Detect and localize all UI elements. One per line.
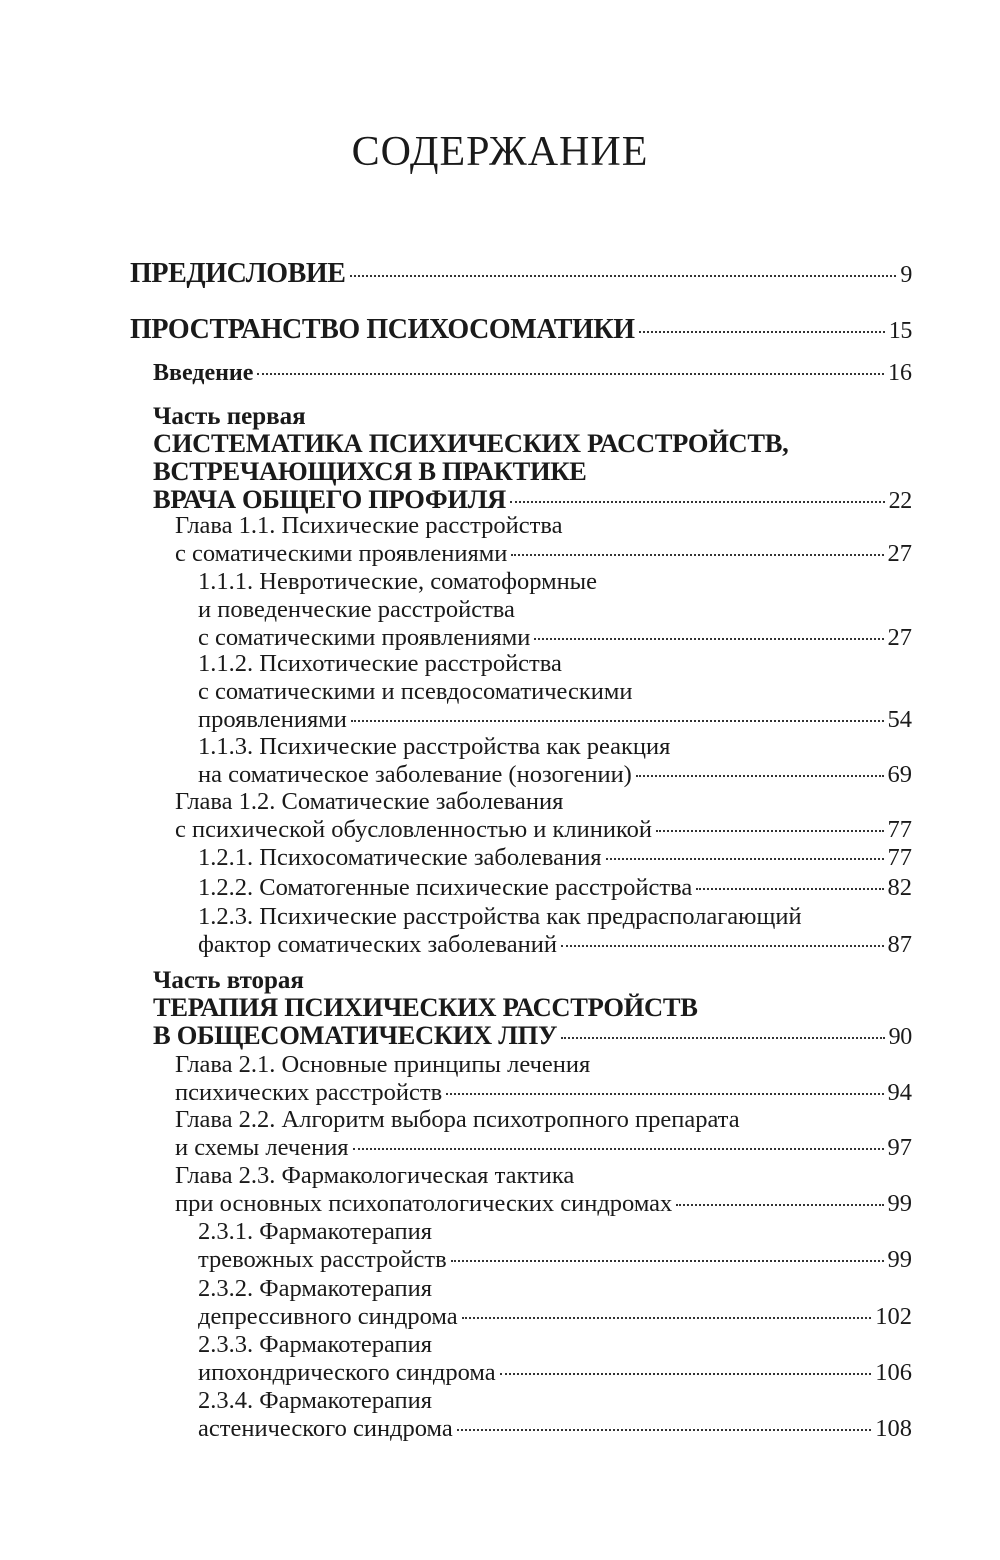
page-number: 27 [887, 540, 912, 567]
toc-entry-title: Введение [153, 360, 254, 386]
page-number: 94 [887, 1079, 912, 1106]
toc-entry-preface[interactable] [130, 258, 912, 290]
toc-entry-part-one[interactable] [153, 404, 912, 515]
page-number: 99 [887, 1190, 912, 1217]
page-number: 108 [875, 1415, 912, 1442]
toc-entry-section-2-3-2[interactable] [198, 1275, 912, 1331]
dot-leader [511, 554, 883, 556]
page-number: 102 [875, 1303, 912, 1330]
dot-leader [351, 720, 884, 722]
page-number: 69 [887, 761, 912, 788]
page-number: 15 [888, 318, 912, 344]
toc-entry-section-1-1-3[interactable] [198, 733, 912, 789]
entry-line: на соматическое заболевание (нозогении) [198, 761, 632, 788]
dot-leader [656, 830, 884, 832]
entry-line: и схемы лечения [175, 1134, 349, 1161]
entry-line: 2.3.1. Фармакотерапия [198, 1218, 433, 1245]
part-title-line: ВРАЧА ОБЩЕГО ПРОФИЛЯ [153, 484, 506, 514]
page-number: 97 [887, 1134, 912, 1161]
toc-entry-title: ПРОСТРАНСТВО ПСИХОСОМАТИКИ [130, 314, 635, 345]
entry-line: 2.3.2. Фармакотерапия [198, 1275, 433, 1302]
page-number: 82 [887, 874, 912, 901]
toc-entry-section-1-2-3[interactable] [198, 903, 912, 959]
toc-entry-chapter-2-3[interactable] [175, 1162, 912, 1218]
part-label: Часть первая [153, 403, 306, 430]
toc-entry-chapter-2-2[interactable] [175, 1106, 912, 1162]
dot-leader [534, 638, 883, 640]
toc-entry-section-2-3-1[interactable] [198, 1218, 912, 1274]
entry-line: с соматическими и псевдосоматическими [198, 678, 633, 705]
entry-line: с соматическими проявлениями [175, 540, 508, 567]
page-number: 99 [887, 1246, 912, 1273]
page-number: 27 [887, 624, 912, 651]
entry-line: депрессивного синдрома [198, 1303, 458, 1330]
entry-line: 2.3.3. Фармакотерапия [198, 1331, 433, 1358]
dot-leader [510, 501, 885, 503]
page-number: 54 [887, 706, 912, 733]
toc-entry-psychosomatics-space[interactable] [130, 314, 912, 346]
page-number: 77 [887, 816, 912, 843]
toc-entry-section-2-3-3[interactable] [198, 1331, 912, 1387]
entry-line: психических расстройств [175, 1079, 443, 1106]
toc-entry-chapter-2-1[interactable] [175, 1051, 912, 1107]
entry-line: 2.3.4. Фармакотерапия [198, 1387, 433, 1414]
toc-entry-part-two[interactable] [153, 968, 912, 1051]
entry-line: тревожных расстройств [198, 1246, 447, 1273]
dot-leader [676, 1204, 883, 1206]
entry-line: 1.1.3. Психические расстройства как реакция [198, 733, 671, 760]
entry-line: 1.2.1. Психосоматические заболевания [198, 844, 602, 871]
entry-line: 1.1.2. Психотические расстройства [198, 650, 562, 677]
entry-line: ипохондрического синдрома [198, 1359, 496, 1386]
toc-entry-section-1-2-1[interactable] [198, 844, 912, 872]
dot-leader [257, 373, 884, 375]
toc-entry-chapter-1-2[interactable] [175, 788, 912, 844]
toc-entry-title: ПРЕДИСЛОВИЕ [130, 258, 346, 289]
entry-line: с соматическими проявлениями [198, 624, 531, 651]
page-number: 90 [888, 1024, 912, 1050]
dot-leader [451, 1260, 884, 1262]
part-title-line: В ОБЩЕСОМАТИЧЕСКИХ ЛПУ [153, 1020, 558, 1050]
entry-line: и поведенческие расстройства [198, 596, 515, 623]
page-number: 9 [900, 262, 912, 288]
entry-line: 1.2.2. Соматогенные психические расстройства [198, 874, 693, 901]
dot-leader [446, 1093, 883, 1095]
entry-line: с психической обусловленностью и клиникой [175, 816, 652, 843]
dot-leader [606, 858, 884, 860]
dot-leader [462, 1317, 872, 1319]
dot-leader [639, 331, 885, 333]
page-number: 87 [887, 931, 912, 958]
entry-line: Глава 1.1. Психические расстройства [175, 512, 563, 539]
page-number: 22 [888, 488, 912, 514]
entry-line: при основных психопатологических синдромах [175, 1190, 673, 1217]
dot-leader [561, 945, 884, 947]
dot-leader [561, 1037, 884, 1039]
entry-line: 1.2.3. Психические расстройства как предрасполагающий [198, 903, 802, 930]
toc-entry-section-1-1-2[interactable] [198, 650, 912, 734]
entry-line: астенического синдрома [198, 1415, 453, 1442]
part-title-line: ТЕРАПИЯ ПСИХИЧЕСКИХ РАССТРОЙСТВ [153, 992, 698, 1022]
entry-line: Глава 1.2. Соматические заболевания [175, 788, 564, 815]
dot-leader [353, 1148, 884, 1150]
page-number: 106 [875, 1359, 912, 1386]
entry-line: 1.1.1. Невротические, соматоформные [198, 568, 598, 595]
toc-entry-section-1-2-2[interactable] [198, 874, 912, 902]
page-title: СОДЕРЖАНИЕ [351, 129, 649, 175]
toc-entry-section-2-3-4[interactable] [198, 1387, 912, 1443]
page-number: 16 [888, 360, 912, 386]
entry-line: фактор соматических заболеваний [198, 931, 557, 958]
dot-leader [636, 775, 884, 777]
dot-leader [500, 1373, 872, 1375]
part-label: Часть вторая [153, 967, 304, 994]
dot-leader [696, 888, 883, 890]
dot-leader [457, 1429, 871, 1431]
part-title-line: СИСТЕМАТИКА ПСИХИЧЕСКИХ РАССТРОЙСТВ, [153, 428, 789, 458]
dot-leader [350, 275, 897, 277]
page-number: 77 [887, 844, 912, 871]
toc-entry-section-1-1-1[interactable] [198, 568, 912, 652]
entry-line: проявлениями [198, 706, 347, 733]
part-title-line: ВСТРЕЧАЮЩИХСЯ В ПРАКТИКЕ [153, 456, 587, 486]
entry-line: Глава 2.2. Алгоритм выбора психотропного препарата [175, 1106, 740, 1133]
entry-line: Глава 2.3. Фармакологическая тактика [175, 1162, 575, 1189]
toc-entry-chapter-1-1[interactable] [175, 512, 912, 568]
entry-line: Глава 2.1. Основные принципы лечения [175, 1051, 591, 1078]
toc-entry-introduction[interactable] [153, 360, 912, 387]
